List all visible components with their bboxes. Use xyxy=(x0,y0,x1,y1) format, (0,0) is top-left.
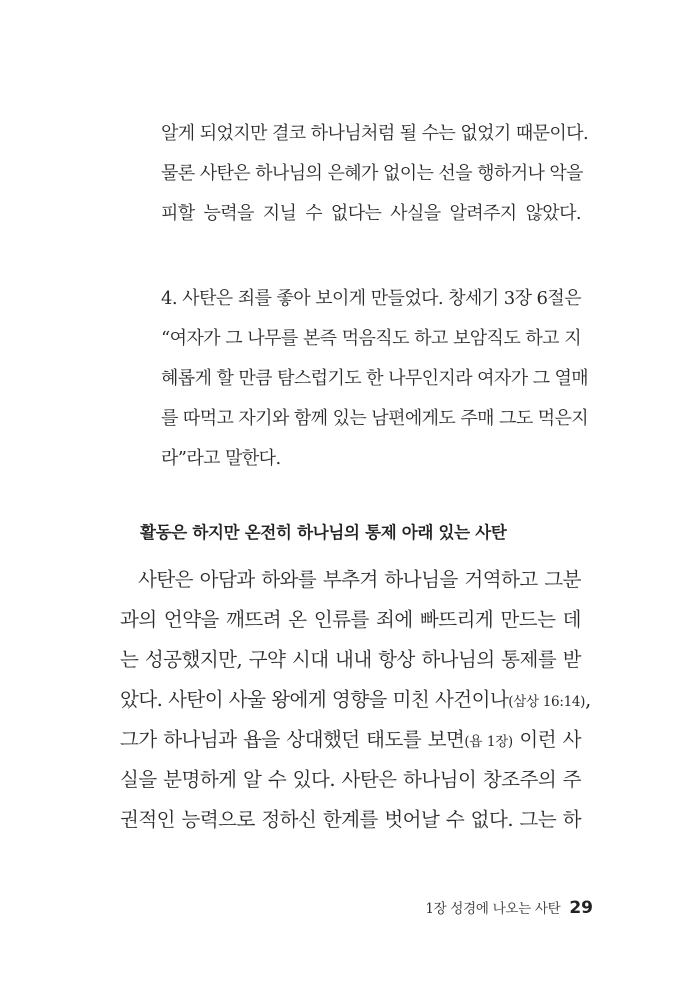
page-footer xyxy=(425,897,593,918)
indented-paragraph-top xyxy=(161,114,589,234)
text-line: 라”라고 말한다. xyxy=(161,448,281,469)
running-chapter-title: 1장 성경에 나오는 사탄 xyxy=(425,901,561,917)
text-line: 물론 사탄은 하나님의 은혜가 없이는 선을 행하거나 악을 xyxy=(161,163,583,184)
text-line: 실을 분명하게 알 수 있다. 사탄은 하나님이 창조주의 주 xyxy=(120,768,581,791)
text-line: “여자가 그 나무를 본즉 먹음직도 하고 보암직도 하고 지 xyxy=(161,328,581,349)
text-segment: 았다. 사탄이 사울 왕에게 영향을 미친 사건이나 xyxy=(120,688,509,711)
text-line xyxy=(120,680,591,720)
text-segment: 이런 사 xyxy=(512,728,581,751)
text-line: 사탄은 아담과 하와를 부추겨 하나님을 거역하고 그분 xyxy=(138,568,581,591)
section-heading: 활동은 하지만 온전히 하나님의 통제 아래 있는 사탄 xyxy=(140,523,507,542)
body-paragraph xyxy=(120,560,591,840)
page-number: 29 xyxy=(569,898,593,918)
indented-paragraph-point-4 xyxy=(161,279,589,479)
text-line: 혜롭게 할 만큼 탐스럽기도 한 나무인지라 여자가 그 열매 xyxy=(161,368,589,389)
text-line: 를 따먹고 자기와 함께 있는 남편에게도 주매 그도 먹은지 xyxy=(161,408,589,429)
text-line: 알게 되었지만 결코 하나님처럼 될 수는 없었기 때문이다. xyxy=(161,123,589,144)
text-line: 권적인 능력으로 정하신 한계를 벗어날 수 없다. 그는 하 xyxy=(120,808,581,831)
text-segment: 그가 하나님과 욥을 상대했던 태도를 보면 xyxy=(120,728,465,751)
text-line: 는 성공했지만, 구약 시대 내내 항상 하나님의 통제를 받 xyxy=(120,648,581,671)
text-segment: , xyxy=(585,688,591,711)
text-line: 피할 능력을 지닐 수 없다는 사실을 알려주지 않았다. xyxy=(161,203,581,224)
bible-reference: (욥 1장) xyxy=(464,734,513,750)
text-line: 4. 사탄은 죄를 좋아 보이게 만들었다. 창세기 3장 6절은 xyxy=(161,288,581,309)
text-line xyxy=(120,720,581,760)
text-line: 과의 언약을 깨뜨려 온 인류를 죄에 빠뜨리게 만드는 데 xyxy=(120,608,581,631)
bible-reference: (삼상 16:14) xyxy=(508,694,586,710)
